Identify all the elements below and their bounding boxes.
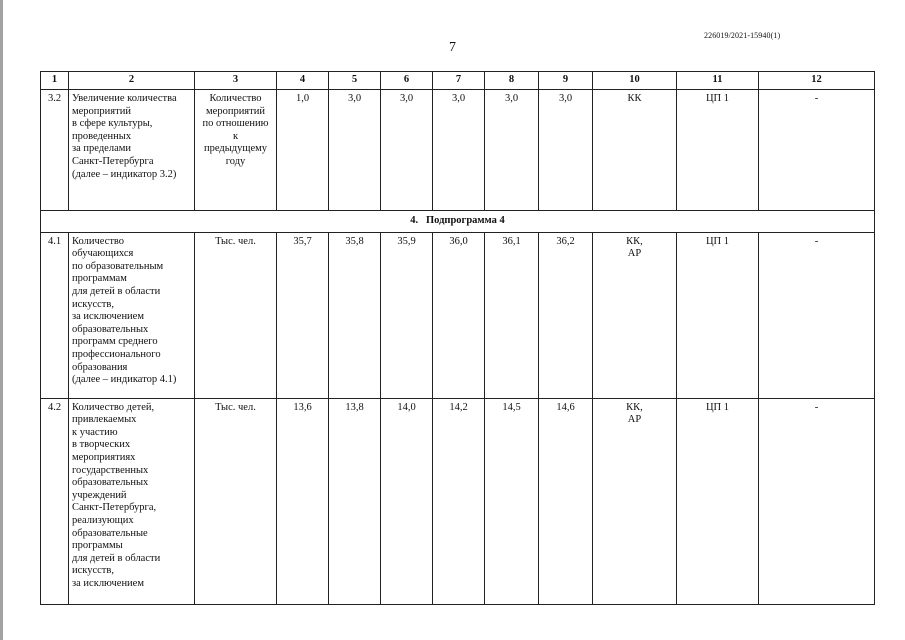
cell-value: 14,6 (539, 398, 593, 604)
indicator-name-line: образования (72, 361, 128, 373)
cell-value: 35,8 (329, 232, 381, 398)
column-header: 9 (539, 72, 593, 90)
indicator-name-line: образовательные (72, 527, 148, 539)
section-number: 4. (410, 215, 419, 226)
indicator-name-line: за пределами (72, 143, 131, 155)
cell-row-number: 4.1 (41, 232, 69, 398)
column-number-row (41, 72, 875, 90)
cell-goal: ЦП 1 (677, 398, 759, 604)
cell-note: - (759, 90, 875, 211)
indicator-name-line: мероприятиях (72, 451, 136, 463)
cell-value: 13,6 (277, 398, 329, 604)
cell-value: 1,0 (277, 90, 329, 211)
cell-value: 3,0 (329, 90, 381, 211)
cell-source (593, 90, 677, 211)
column-header: 12 (759, 72, 875, 90)
indicator-name-line: для детей в области (72, 285, 161, 297)
column-header: 4 (277, 72, 329, 90)
table-row (41, 398, 875, 604)
cell-value: 3,0 (485, 90, 539, 211)
indicator-name-line: образовательных (72, 477, 149, 489)
cell-value: 36,0 (433, 232, 485, 398)
table-row (41, 90, 875, 211)
cell-row-number: 4.2 (41, 398, 69, 604)
source-line: КК, (626, 401, 643, 413)
indicator-name-line: обучающихся (72, 248, 134, 260)
indicator-name-line: за исключением (72, 577, 144, 589)
cell-value: 35,9 (381, 232, 433, 398)
indicators-table (40, 71, 875, 605)
indicator-name-line: Увеличение количества (72, 93, 177, 104)
indicator-name-line: программ среднего (72, 336, 158, 348)
cell-value: 36,1 (485, 232, 539, 398)
section-title (41, 211, 875, 233)
unit-line: году (225, 155, 246, 167)
cell-value: 3,0 (381, 90, 433, 211)
source-line: АР (627, 248, 642, 260)
indicator-name-line: мероприятий (72, 105, 131, 117)
cell-indicator-name (69, 398, 195, 604)
column-header: 7 (433, 72, 485, 90)
column-header: 5 (329, 72, 381, 90)
indicator-name-line: Санкт-Петербурга (72, 155, 154, 167)
unit-line: предыдущему (203, 143, 268, 155)
indicator-name-line: для детей в области (72, 552, 161, 564)
column-header: 2 (69, 72, 195, 90)
indicator-name-line: Количество детей, (72, 401, 155, 413)
source-line: АР (627, 414, 642, 426)
unit-line: к (232, 130, 239, 142)
cell-value: 14,0 (381, 398, 433, 604)
section-header-row (41, 211, 875, 233)
column-header: 8 (485, 72, 539, 90)
cell-value: 36,2 (539, 232, 593, 398)
column-header: 11 (677, 72, 759, 90)
cell-goal: ЦП 1 (677, 232, 759, 398)
indicator-name-line: по образовательным (72, 260, 164, 272)
indicator-name-line: Санкт-Петербурга, (72, 502, 157, 514)
cell-row-number: 3.2 (41, 90, 69, 211)
indicator-name-line: привлекаемых (72, 414, 137, 426)
indicator-name-line: государственных (72, 464, 149, 476)
cell-indicator-name (69, 232, 195, 398)
indicator-name-line: в сфере культуры, (72, 118, 153, 130)
indicator-name-line: образовательных (72, 323, 149, 335)
scan-edge (0, 0, 3, 640)
cell-value: 14,5 (485, 398, 539, 604)
cell-source (593, 232, 677, 398)
cell-goal: ЦП 1 (677, 90, 759, 211)
cell-value: 13,8 (329, 398, 381, 604)
unit-line: Тыс. чел. (215, 401, 256, 413)
unit-line: мероприятий (206, 105, 265, 117)
indicator-name-line: (далее – индикатор 4.1) (72, 374, 177, 386)
indicator-name-line: Количество (72, 235, 125, 247)
column-header: 10 (593, 72, 677, 90)
indicator-name-line: (далее – индикатор 3.2) (72, 168, 177, 180)
cell-note: - (759, 232, 875, 398)
cell-source (593, 398, 677, 604)
indicator-name-line: реализующих (72, 514, 134, 526)
cell-value: 3,0 (539, 90, 593, 211)
indicator-name-line: программы (72, 540, 123, 552)
indicator-name-line: искусств, (72, 298, 114, 310)
section-name: Подпрограмма 4 (425, 215, 505, 226)
cell-indicator-name (69, 90, 195, 211)
column-header: 6 (381, 72, 433, 90)
document-id: 226019/2021-15940(1) (704, 31, 781, 40)
indicator-name-line: проведенных (72, 130, 132, 142)
indicator-name-line: за исключением (72, 311, 144, 323)
cell-unit (195, 90, 277, 211)
page-number: 7 (449, 40, 456, 55)
cell-unit (195, 398, 277, 604)
unit-line: Тыс. чел. (215, 235, 256, 247)
source-line: КК (627, 93, 642, 104)
table-row (41, 232, 875, 398)
indicator-name-line: искусств, (72, 565, 114, 577)
indicator-name-line: учреждений (72, 489, 127, 501)
column-header: 3 (195, 72, 277, 90)
cell-value: 35,7 (277, 232, 329, 398)
source-line: КК, (626, 235, 643, 247)
unit-line: Количество (209, 93, 262, 104)
indicator-name-line: программам (72, 273, 127, 285)
cell-unit (195, 232, 277, 398)
cell-value: 3,0 (433, 90, 485, 211)
column-header: 1 (41, 72, 69, 90)
indicator-name-line: в творческих (72, 439, 131, 451)
unit-line: по отношению (202, 118, 269, 130)
cell-value: 14,2 (433, 398, 485, 604)
indicator-name-line: профессионального (72, 348, 161, 360)
cell-note: - (759, 398, 875, 604)
indicator-name-line: к участию (72, 426, 118, 438)
